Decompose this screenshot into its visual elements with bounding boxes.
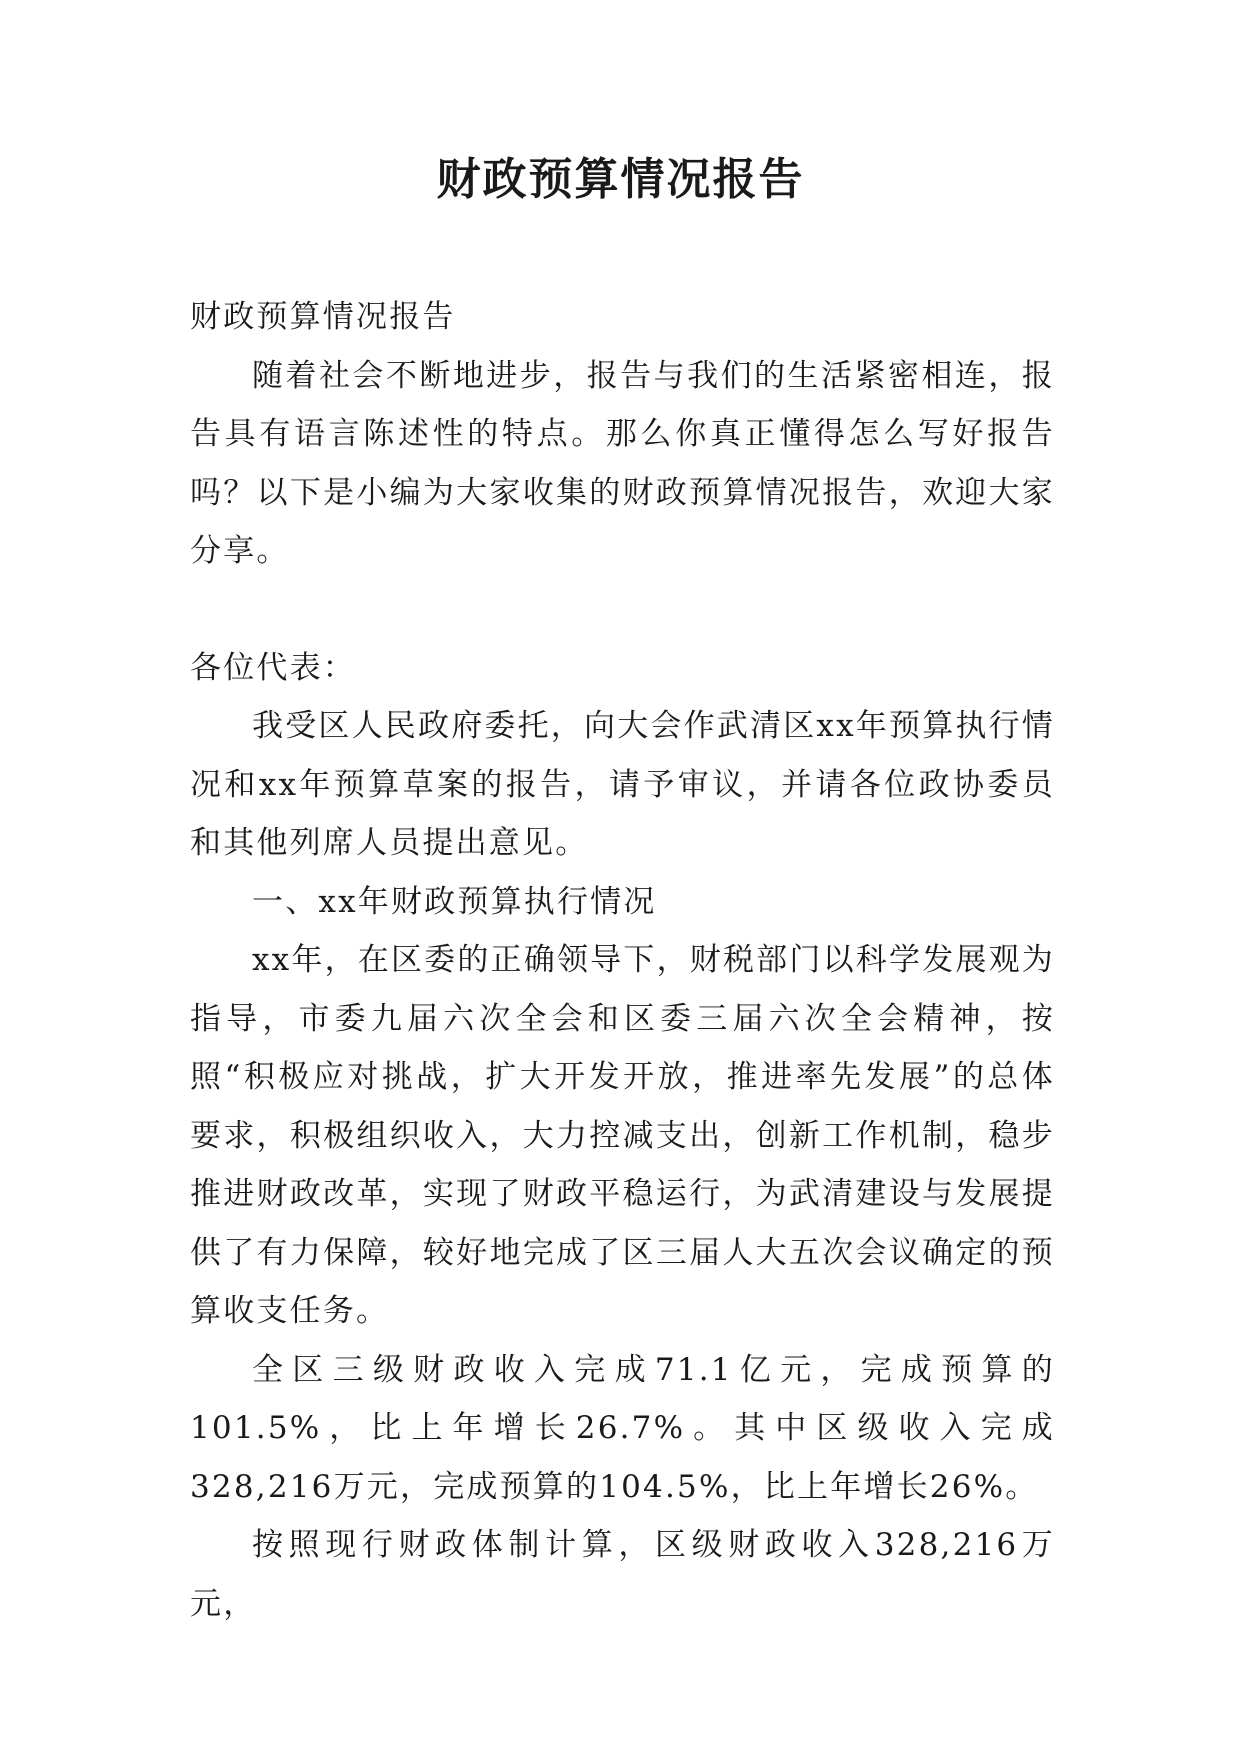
- document-title: 财政预算情况报告: [436, 154, 805, 205]
- document-body: [190, 288, 1055, 1633]
- paragraph-gap: [190, 581, 1055, 639]
- paragraph-intro: 随着社会不断地进步，报告与我们的生活紧密相连，报告具有语言陈述性的特点。那么你真正懂得怎么写好报告吗？以下是小编为大家收集的财政预算情况报告，欢迎大家分享。: [190, 357, 1055, 569]
- paragraph-commission: 我受区人民政府委托，向大会作武清区xx年预算执行情况和xx年预算草案的报告，请予审议，并请各位政协委员和其他列席人员提出意见。: [190, 708, 1055, 861]
- paragraph-overview: xx年，在区委的正确领导下，财税部门以科学发展观为指导，市委九届六次全会和区委三届六次全会精神，按照“积极应对挑战，扩大开发开放，推进率先发展”的总体要求，积极组织收入，大力控减支出，创新工作机制，稳步推进财政改革，实现了财政平稳运行，为武清建设与发展提供了有力保障，较好地完成了区三届人大五次会议确定的预算收支任务。: [190, 942, 1055, 1329]
- section-heading: 一、xx年财政预算执行情况: [252, 883, 657, 920]
- document-subtitle: 财政预算情况报告: [190, 299, 456, 335]
- paragraph-revenue: 全区三级财政收入完成71.1亿元，完成预算的101.5%，比上年增长26.7%。其中区级收入完成328,216万元，完成预算的104.5%，比上年增长26%。: [190, 1351, 1055, 1505]
- paragraph-calculation: 按照现行财政体制计算，区级财政收入328,216万元，: [190, 1527, 1055, 1622]
- salutation: 各位代表：: [190, 649, 356, 686]
